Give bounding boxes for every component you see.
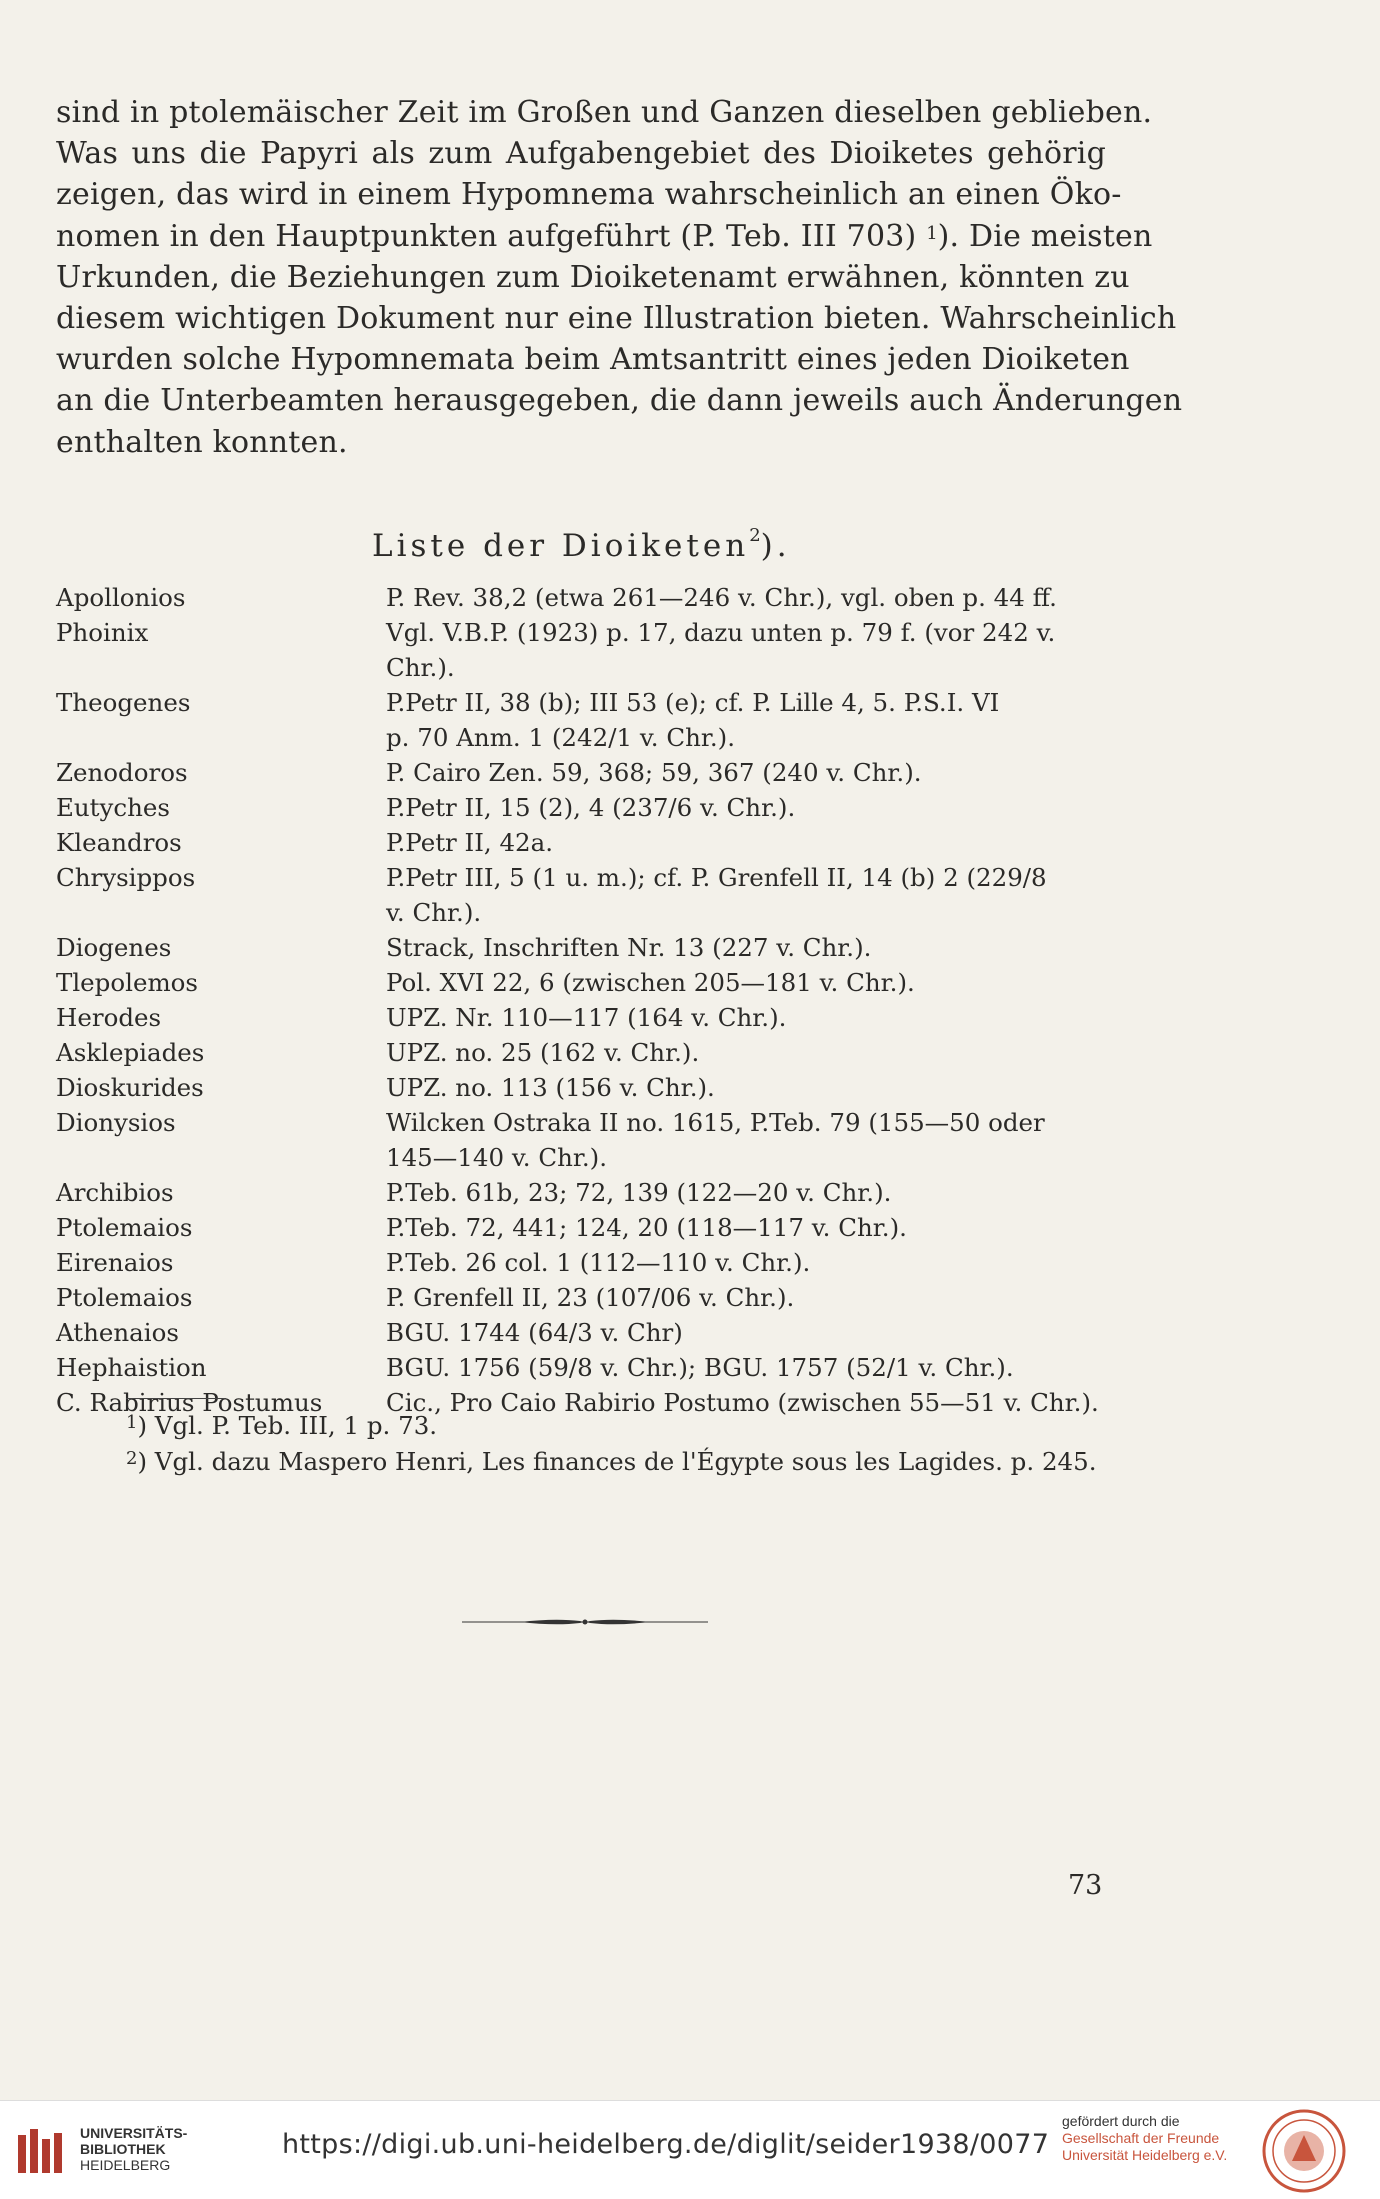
reference-line: UPZ. no. 113 (156 v. Chr.).: [386, 1073, 715, 1102]
body-line: wurden solche Hypomnemata beim Amtsantritt eines jeden Dioiketen: [56, 342, 1130, 378]
reference-line: Wilcken Ostraka II no. 1615, P.Teb. 79 (155—50 oder: [386, 1108, 1045, 1137]
reference-line: P.Teb. 72, 441; 124, 20 (118—117 v. Chr.).: [386, 1213, 907, 1242]
reference-line: BGU. 1744 (64/3 v. Chr): [386, 1318, 683, 1347]
source-reference: [386, 860, 1116, 930]
dioiketen-list: [56, 580, 1116, 1420]
footnote-ref: 2: [749, 525, 761, 546]
permalink-url[interactable]: https://digi.ub.uni-heidelberg.de/diglit/seider1938/0077: [282, 2129, 1050, 2160]
source-reference: [386, 615, 1116, 685]
society-name-line: Gesellschaft der Freunde: [1062, 2130, 1220, 2146]
university-seal-icon: [1262, 2109, 1346, 2193]
body-line-text: nomen in den Hauptpunkten aufgeführt (P. Teb. III 703): [56, 218, 917, 254]
reference-line: Strack, Inschriften Nr. 13 (227 v. Chr.).: [386, 933, 872, 962]
reference-line: 145—140 v. Chr.).: [386, 1143, 608, 1172]
library-name: [80, 2125, 187, 2173]
dioiket-name: Eutyches: [56, 793, 170, 822]
dioiket-name: Zenodoros: [56, 758, 188, 787]
section-heading: [372, 525, 791, 564]
reference-line: P.Petr III, 5 (1 u. m.); cf. P. Grenfell II, 14 (b) 2 (229/8: [386, 863, 1047, 892]
reference-line: UPZ. no. 25 (162 v. Chr.).: [386, 1038, 700, 1067]
footnote: [126, 1408, 1126, 1444]
list-item: [56, 1105, 1116, 1175]
reference-line: v. Chr.).: [386, 898, 482, 927]
footnote-mark: 1: [126, 1412, 138, 1433]
source-reference: [386, 1210, 1116, 1245]
reference-line: P. Cairo Zen. 59, 368; 59, 367 (240 v. Chr.).: [386, 758, 922, 787]
list-item: [56, 825, 1116, 860]
list-item: [56, 1035, 1116, 1070]
list-item: [56, 1315, 1116, 1350]
dioiket-name: C. Rabirius Postumus: [56, 1388, 323, 1417]
ornament-divider: [460, 1616, 710, 1628]
list-item: [56, 615, 1116, 685]
viewer-footer: [0, 2100, 1380, 2199]
source-reference: [386, 790, 1116, 825]
funder-credit: [1062, 2113, 1227, 2164]
reference-line: P.Teb. 61b, 23; 72, 139 (122—20 v. Chr.).: [386, 1178, 892, 1207]
reference-line: P.Petr II, 38 (b); III 53 (e); cf. P. Lille 4, 5. P.S.I. VI: [386, 688, 1000, 717]
source-reference: [386, 1105, 1116, 1175]
body-line: zeigen, das wird in einem Hypomnema wahrscheinlich an einen Öko-: [56, 177, 1122, 213]
library-logo-icon: [16, 2123, 72, 2179]
source-reference: [386, 580, 1116, 615]
source-reference: [386, 1245, 1116, 1280]
dioiket-name: Ptolemaios: [56, 1283, 193, 1312]
source-reference: [386, 755, 1116, 790]
dioiket-name: Athenaios: [56, 1318, 179, 1347]
body-line-with-note: [56, 216, 1153, 257]
reference-line: P. Rev. 38,2 (etwa 261—246 v. Chr.), vgl. oben p. 44 ff.: [386, 583, 1057, 612]
dioiket-name: Hephaistion: [56, 1353, 207, 1382]
heading-tail: ).: [760, 528, 791, 564]
dioiket-name: Asklepiades: [56, 1038, 205, 1067]
body-line: enthalten konnten.: [56, 424, 348, 460]
dioiket-name: Kleandros: [56, 828, 182, 857]
list-item: [56, 790, 1116, 825]
list-item: [56, 755, 1116, 790]
body-line: sind in ptolemäischer Zeit im Großen und Ganzen dieselben geblieben.: [56, 95, 1153, 130]
source-reference: [386, 1070, 1116, 1105]
source-reference: [386, 930, 1116, 965]
body-line: an die Unterbeamten herausgegeben, die dann jeweils auch Änderungen: [56, 383, 1183, 419]
library-name-line: UNIVERSITÄTS-: [80, 2125, 188, 2141]
society-name-line: Universität Heidelberg e.V.: [1062, 2147, 1228, 2163]
library-name-line: BIBLIOTHEK: [80, 2141, 166, 2157]
footnote-text: ) Vgl. P. Teb. III, 1 p. 73.: [137, 1411, 438, 1440]
dioiket-name: Apollonios: [56, 583, 186, 612]
funded-by-label: gefördert durch die: [1062, 2113, 1180, 2129]
source-reference: [386, 1315, 1116, 1350]
source-reference: [386, 1175, 1116, 1210]
footnote: [126, 1444, 1126, 1480]
list-item: [56, 1210, 1116, 1245]
reference-line: BGU. 1756 (59/8 v. Chr.); BGU. 1757 (52/1 v. Chr.).: [386, 1353, 1014, 1382]
dioiket-name: Dionysios: [56, 1108, 176, 1137]
body-line: Was uns die Papyri als zum Aufgabengebiet des Dioiketes gehörig: [56, 136, 1106, 172]
source-reference: [386, 1035, 1116, 1070]
source-reference: [386, 1000, 1116, 1035]
list-item: [56, 1000, 1116, 1035]
dioiket-name: Ptolemaios: [56, 1213, 193, 1242]
source-reference: [386, 1350, 1116, 1385]
source-reference: [386, 965, 1116, 1000]
list-item: [56, 1070, 1116, 1105]
dioiket-name: Diogenes: [56, 933, 172, 962]
dioiket-name: Herodes: [56, 1003, 162, 1032]
footnote-text: ) Vgl. dazu Maspero Henri, Les finances de l'Égypte sous les Lagides. p. 245.: [137, 1447, 1097, 1476]
heading-text: Liste der Dioiketen: [372, 528, 750, 564]
dioiket-name: Archibios: [56, 1178, 174, 1207]
source-reference: [386, 1280, 1116, 1315]
reference-line: Cic., Pro Caio Rabirio Postumo (zwischen 55—51 v. Chr.).: [386, 1388, 1099, 1417]
dioiket-name: Dioskurides: [56, 1073, 204, 1102]
list-item: [56, 685, 1116, 755]
library-name-line: HEIDELBERG: [80, 2157, 171, 2173]
list-item: [56, 965, 1116, 1000]
source-reference: [386, 825, 1116, 860]
dioiket-name: Eirenaios: [56, 1248, 174, 1277]
reference-line: P. Grenfell II, 23 (107/06 v. Chr.).: [386, 1283, 795, 1312]
footnote-mark: 2: [126, 1448, 138, 1469]
source-reference: [386, 685, 1116, 755]
dioiket-name: Theogenes: [56, 688, 191, 717]
list-item: [56, 1245, 1116, 1280]
reference-line: p. 70 Anm. 1 (242/1 v. Chr.).: [386, 723, 736, 752]
list-item: [56, 1280, 1116, 1315]
dioiket-name: Tlepolemos: [56, 968, 198, 997]
list-item: [56, 1350, 1116, 1385]
list-item: [56, 1175, 1116, 1210]
footnotes: [126, 1408, 1126, 1480]
dioiket-name: Phoinix: [56, 618, 149, 647]
reference-line: Pol. XVI 22, 6 (zwischen 205—181 v. Chr.).: [386, 968, 915, 997]
footnote-ref: 1: [926, 222, 938, 244]
body-line: diesem wichtigen Dokument nur eine Illustration bieten. Wahrscheinlich: [56, 301, 1177, 337]
dioiket-name: Chrysippos: [56, 863, 196, 892]
reference-line: P.Petr II, 42a.: [386, 828, 554, 857]
list-item: [56, 580, 1116, 615]
reference-line: UPZ. Nr. 110—117 (164 v. Chr.).: [386, 1003, 787, 1032]
list-item: [56, 930, 1116, 965]
reference-line: Vgl. V.B.P. (1923) p. 17, dazu unten p. 79 f. (vor 242 v. Chr.).: [386, 618, 1056, 682]
reference-line: P.Teb. 26 col. 1 (112—110 v. Chr.).: [386, 1248, 811, 1277]
list-item: [56, 860, 1116, 930]
page-number: 73: [1068, 1870, 1103, 1901]
body-paragraph: [56, 92, 1183, 463]
body-line: Urkunden, die Beziehungen zum Dioiketenamt erwähnen, könnten zu: [56, 259, 1130, 295]
footnote-rule: [126, 1398, 226, 1399]
reference-line: P.Petr II, 15 (2), 4 (237/6 v. Chr.).: [386, 793, 796, 822]
body-line-tail: ). Die meisten: [937, 218, 1153, 254]
